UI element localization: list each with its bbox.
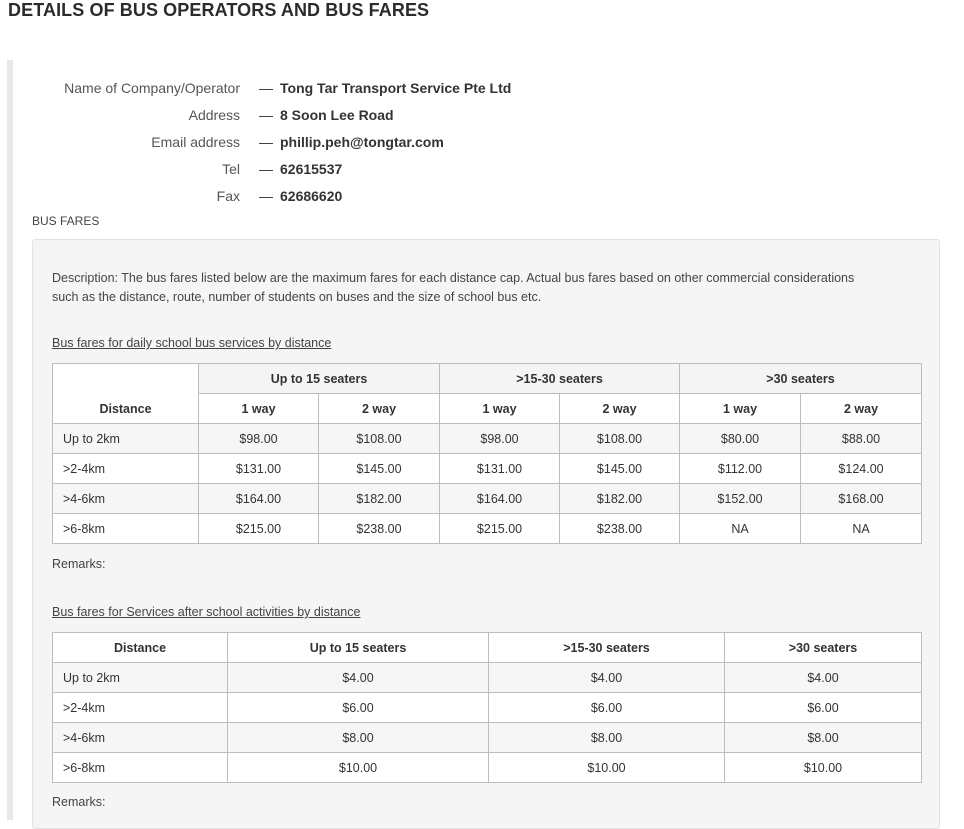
daily-fares-caption: Bus fares for daily school bus services by distance (52, 336, 332, 350)
operator-name-value: Tong Tar Transport Service Pte Ltd (280, 80, 512, 96)
operator-address-row (0, 105, 964, 125)
fare-cell: $4.00 (489, 663, 725, 693)
fare-cell: $164.00 (199, 484, 319, 514)
operator-tel-label: Tel (222, 161, 240, 177)
column-header: >30 seaters (725, 633, 922, 663)
distance-cell: >2-4km (53, 454, 199, 484)
fare-cell: $164.00 (440, 484, 560, 514)
distance-cell: >2-4km (53, 693, 228, 723)
fare-cell: $6.00 (725, 693, 922, 723)
dash-separator: — (259, 161, 273, 177)
fare-cell: $215.00 (199, 514, 319, 544)
group-header: Up to 15 seaters (199, 364, 440, 394)
fare-cell: $182.00 (319, 484, 440, 514)
operator-email-label: Email address (151, 134, 240, 150)
subheader: 2 way (319, 394, 440, 424)
operator-address-value: 8 Soon Lee Road (280, 107, 394, 123)
fare-cell: $10.00 (489, 753, 725, 783)
fare-cell: NA (680, 514, 801, 544)
fare-cell: $80.00 (680, 424, 801, 454)
distance-cell: >4-6km (53, 723, 228, 753)
distance-cell: >4-6km (53, 484, 199, 514)
daily-fares-table (52, 363, 922, 544)
subheader: 1 way (680, 394, 801, 424)
bus-fares-section-label: BUS FARES (32, 214, 100, 228)
subheader: 2 way (801, 394, 922, 424)
fare-cell: $124.00 (801, 454, 922, 484)
table-row (53, 454, 922, 484)
column-header: Up to 15 seaters (228, 633, 489, 663)
distance-header: Distance (53, 364, 199, 424)
fare-cell: $112.00 (680, 454, 801, 484)
group-header: >30 seaters (680, 364, 922, 394)
column-header: >15-30 seaters (489, 633, 725, 663)
fare-cell: $182.00 (560, 484, 680, 514)
group-header: >15-30 seaters (440, 364, 680, 394)
distance-header: Distance (53, 633, 228, 663)
page-title: DETAILS OF BUS OPERATORS AND BUS FARES (8, 0, 430, 20)
fares-description: Description: The bus fares listed below are the maximum fares for each distance cap. Actual bus fares based on other commercial considerations such as the distance, route, number of students on buses and the size of school bus etc. (52, 271, 855, 304)
subheader: 1 way (199, 394, 319, 424)
fare-cell: $8.00 (228, 723, 489, 753)
fare-cell: $8.00 (725, 723, 922, 753)
table-row (53, 723, 922, 753)
table-row (53, 693, 922, 723)
operator-tel-row (0, 159, 964, 179)
dash-separator: — (259, 80, 273, 96)
fare-cell: $131.00 (440, 454, 560, 484)
fare-cell: NA (801, 514, 922, 544)
fare-cell: $6.00 (489, 693, 725, 723)
after-school-fares-table (52, 632, 922, 783)
fare-cell: $98.00 (199, 424, 319, 454)
distance-cell: >6-8km (53, 753, 228, 783)
fare-cell: $108.00 (560, 424, 680, 454)
fare-cell: $10.00 (228, 753, 489, 783)
operator-fax-row (0, 186, 964, 206)
table-row (53, 514, 922, 544)
fare-cell: $168.00 (801, 484, 922, 514)
distance-cell: Up to 2km (53, 663, 228, 693)
table-row (53, 663, 922, 693)
table-row (53, 484, 922, 514)
operator-email-value: phillip.peh@tongtar.com (280, 134, 444, 150)
subheader: 2 way (560, 394, 680, 424)
operator-email-row (0, 132, 964, 152)
daily-fares-remarks: Remarks: (52, 557, 106, 571)
operator-tel-value: 62615537 (280, 161, 343, 177)
fare-cell: $4.00 (725, 663, 922, 693)
fare-cell: $145.00 (560, 454, 680, 484)
fare-cell: $145.00 (319, 454, 440, 484)
operator-address-label: Address (188, 107, 240, 123)
after-school-fares-caption: Bus fares for Services after school activities by distance (52, 605, 361, 619)
fare-cell: $6.00 (228, 693, 489, 723)
table-row (53, 753, 922, 783)
fare-cell: $152.00 (680, 484, 801, 514)
dash-separator: — (259, 188, 273, 204)
fare-cell: $8.00 (489, 723, 725, 753)
distance-cell: >6-8km (53, 514, 199, 544)
operator-name-row (0, 78, 964, 98)
dash-separator: — (259, 134, 273, 150)
fare-cell: $88.00 (801, 424, 922, 454)
fare-cell: $108.00 (319, 424, 440, 454)
subheader: 1 way (440, 394, 560, 424)
dash-separator: — (259, 107, 273, 123)
fare-cell: $4.00 (228, 663, 489, 693)
fare-cell: $10.00 (725, 753, 922, 783)
distance-cell: Up to 2km (53, 424, 199, 454)
fare-cell: $238.00 (560, 514, 680, 544)
operator-name-label: Name of Company/Operator (64, 80, 240, 96)
after-school-fares-remarks: Remarks: (52, 795, 106, 809)
fare-cell: $98.00 (440, 424, 560, 454)
operator-fax-label: Fax (216, 188, 240, 204)
operator-fax-value: 62686620 (280, 188, 343, 204)
table-row (53, 424, 922, 454)
fare-cell: $131.00 (199, 454, 319, 484)
fare-cell: $238.00 (319, 514, 440, 544)
fare-cell: $215.00 (440, 514, 560, 544)
